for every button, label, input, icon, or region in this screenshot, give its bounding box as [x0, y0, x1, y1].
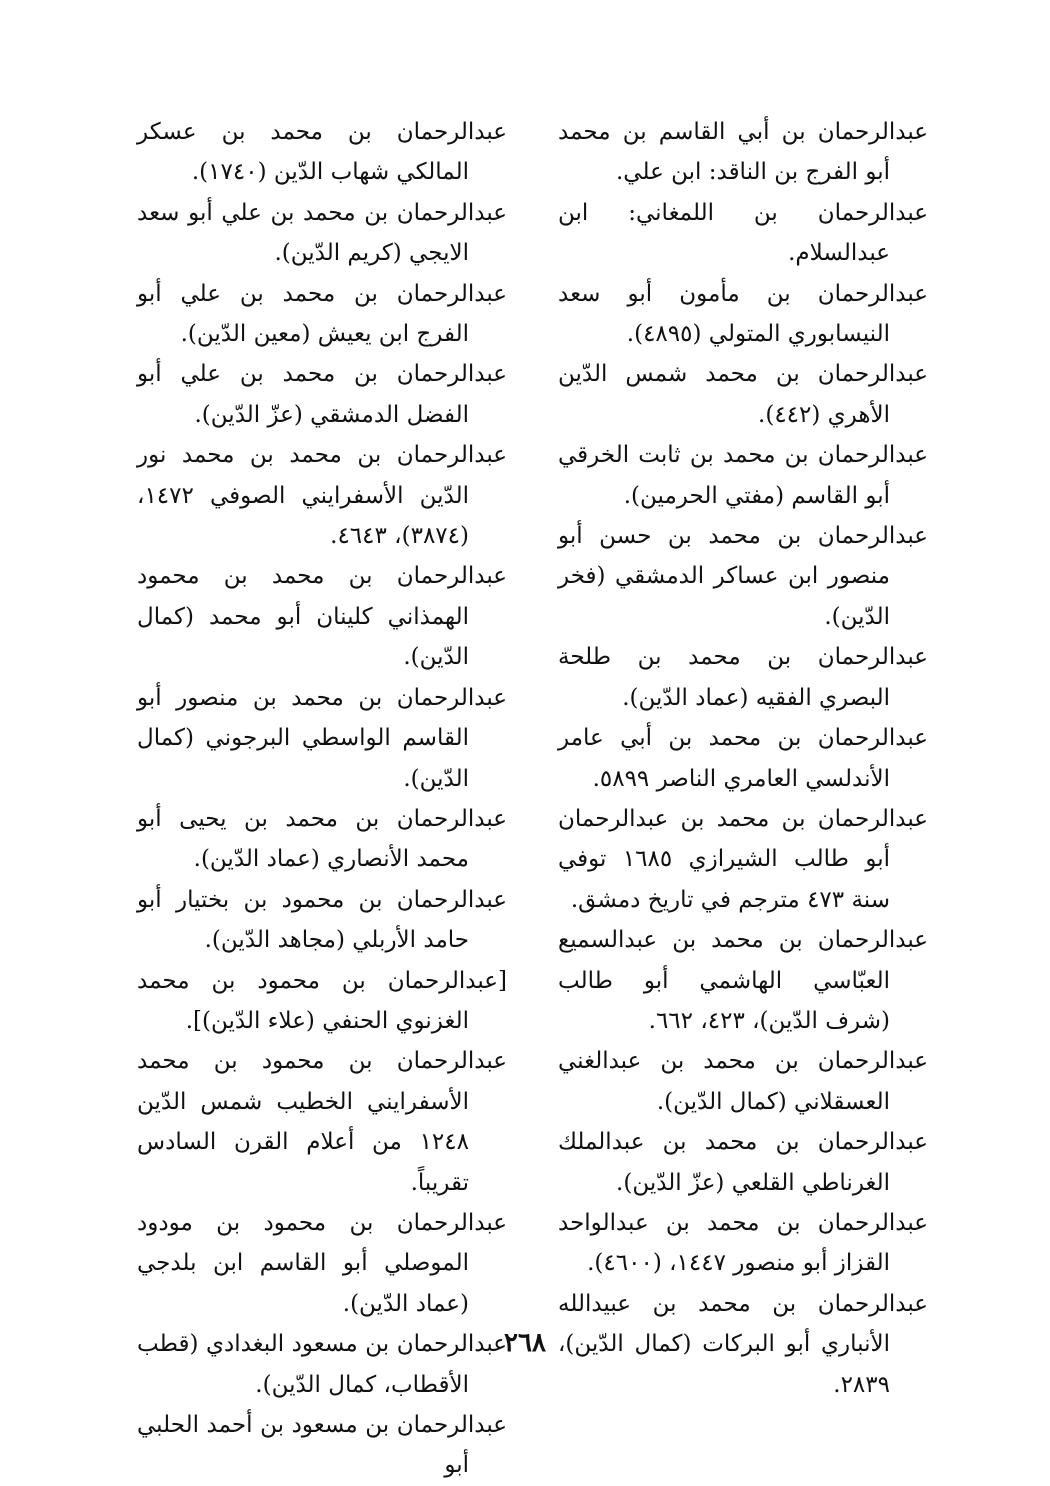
index-entry: عبدالرحمان بن محمد بن يحيى أبو محمد الأنصاري (عماد الدّين). [137, 805, 507, 873]
index-entry: عبدالرحمان بن محمد بن علي أبو الفضل الدمشقي (عزّ الدّين). [137, 361, 507, 428]
index-entry: عبدالرحمان بن مسعود بن أحمد الحلبي أبو [137, 1412, 507, 1479]
index-entry: عبدالرحمان بن محمد بن منصور أبو القاسم الواسطي البرجوني (كمال الدّين). [137, 684, 507, 792]
index-entry: عبدالرحمان بن محمود بن مودود الموصلي أبو القاسم ابن بلدجي (عماد الدّين). [137, 1209, 507, 1317]
index-entry: [عبدالرحمان بن محمود بن محمد الغزنوي الحنفي (علاء الدّين)]. [137, 967, 507, 1034]
index-entry: عبدالرحمان بن اللمغاني: ابن عبدالسلام. [558, 199, 928, 267]
index-entry: عبدالرحمان بن مسعود البغدادي (قطب الأقطاب، كمال الدّين). [137, 1331, 507, 1398]
index-entry: عبدالرحمان بن محمد بن محمود الهمذاني كلينان أبو محمد (كمال الدّين). [137, 563, 507, 671]
index-entry: عبدالرحمان بن محمود بن محمد الأسفرايني الخطيب شمس الدّين ١٢٤٨ من أعلام القرن السادس تقريباً. [137, 1048, 507, 1196]
index-entry: عبدالرحمان بن محمد بن عبدالسميع العبّاسي الهاشمي أبو طالب (شرف الدّين)، ٤٢٣، ٦٦٢. [558, 927, 928, 1034]
index-entry: عبدالرحمان بن محمد بن أبي عامر الأندلسي العامري الناصر ٥٨٩٩. [558, 725, 928, 792]
index-entry: عبدالرحمان بن محمد بن عبيدالله الأنباري أبو البركات (كمال الدّين)، ٢٨٣٩. [558, 1290, 928, 1398]
index-entry: عبدالرحمان بن محمود بن بختيار أبو حامد الأربلي (مجاهد الدّين). [137, 886, 507, 954]
index-entry: عبدالرحمان بن محمد بن عبدالرحمان أبو طالب الشيرازي ١٦٨٥ توفي سنة ٤٧٣ مترجم في تاريخ دمشق. [558, 805, 928, 913]
index-entry: عبدالرحمان بن محمد بن علي أبو الفرج ابن يعيش (معين الدّين). [137, 280, 507, 348]
index-entry: عبدالرحمان بن محمد بن عبدالملك الغرناطي القلعي (عزّ الدّين). [558, 1129, 928, 1196]
index-entry: عبدالرحمان بن محمد بن محمد نور الدّين الأسفرايني الصوفي ١٤٧٢، (٣٨٧٤)، ٤٦٤٣. [137, 442, 507, 550]
index-entry: عبدالرحمان بن محمد بن عسكر المالكي شهاب الدّين (١٧٤٠). [137, 119, 507, 186]
index-entry: عبدالرحمان بن محمد بن عبدالغني العسقلاني (كمال الدّين). [558, 1048, 928, 1115]
index-entry: عبدالرحمان بن محمد بن علي أبو سعد الايجي (كريم الدّين). [137, 199, 507, 267]
index-entry: عبدالرحمان بن محمد بن طلحة البصري الفقيه (عماد الدّين). [558, 644, 928, 711]
index-entry: عبدالرحمان بن محمد بن ثابت الخرقي أبو القاسم (مفتي الحرمين). [558, 442, 928, 509]
index-entry: عبدالرحمان بن أبي القاسم بن محمد أبو الفرج بن الناقد: ابن علي. [558, 119, 928, 186]
index-entry: عبدالرحمان بن محمد بن حسن أبو منصور ابن عساكر الدمشقي (فخر الدّين). [558, 523, 928, 630]
page-number: ٢٦٨ [504, 1328, 546, 1358]
index-column-left [137, 112, 507, 1486]
index-entry: عبدالرحمان بن محمد بن عبدالواحد القزاز أبو منصور ١٤٤٧، (٤٦٠٠). [558, 1209, 928, 1277]
index-entry: عبدالرحمان بن مأمون أبو سعد النيسابوري المتولي (٤٨٩٥). [558, 280, 928, 348]
index-entry: عبدالرحمان بن محمد شمس الدّين الأهري (٤٤٢). [558, 361, 928, 428]
index-column-right [558, 112, 928, 1405]
